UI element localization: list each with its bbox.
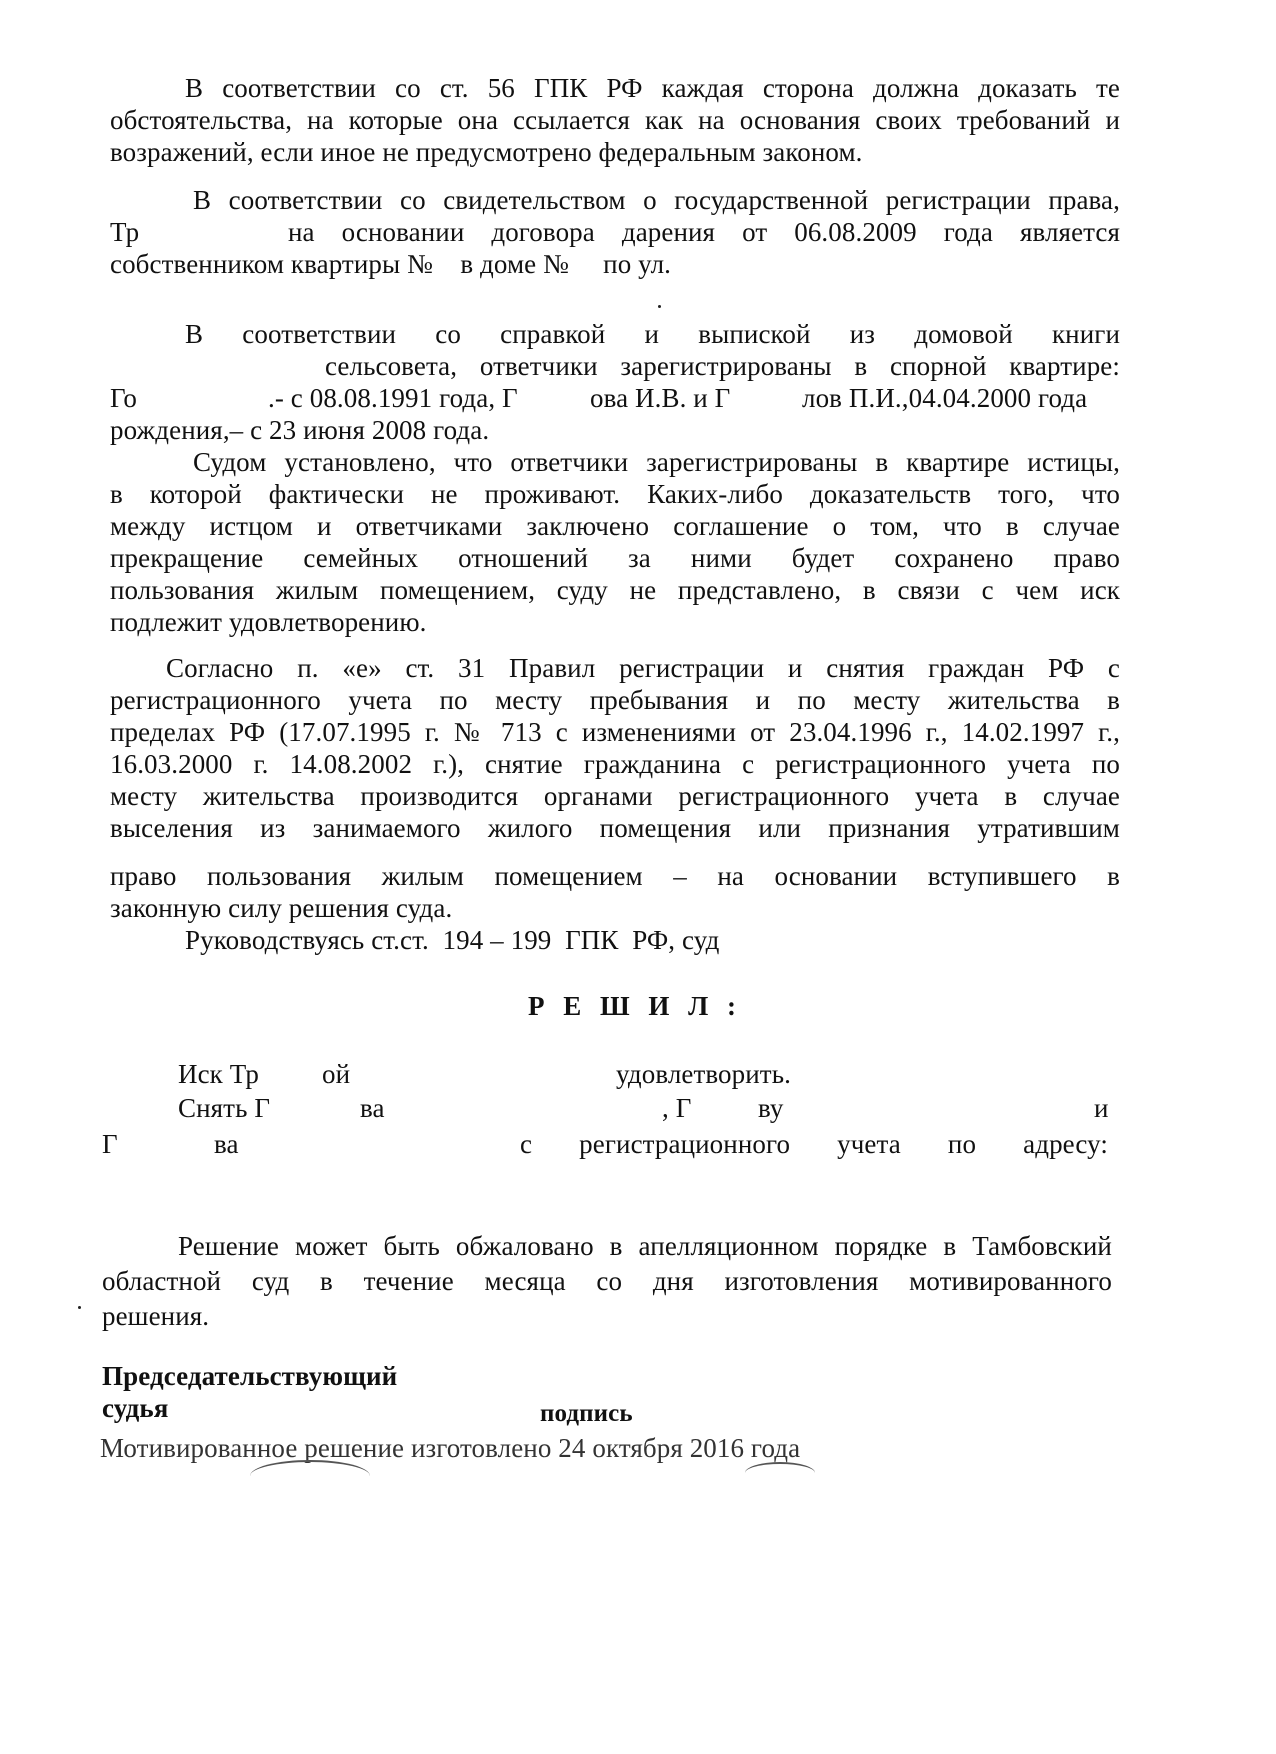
ruling-1c: удовлетворить.	[616, 1059, 791, 1089]
ruling-3a: Г	[102, 1129, 118, 1159]
p4-line-5: пользования жилым помещением, суду не представлено, в связи с чем иск	[110, 575, 1120, 605]
p3-line-1: В соответствии со справкой и выпиской из домовой книги	[185, 319, 1120, 349]
footer-date-line: Мотивированное решение изготовлено 24 октября 2016 года	[100, 1433, 801, 1463]
p2-line-2b: на основании договора дарения от 06.08.2009 года является	[288, 217, 1120, 247]
appeal-line-3: решения.	[102, 1301, 210, 1331]
guided-line: Руководствуясь ст.ст. 194 – 199 ГПК РФ, суд	[185, 925, 720, 955]
p5-line-5: месту жительства производится органами регистрационного учета в случае	[110, 781, 1120, 811]
p3-line-4: рождения,– с 23 июня 2008 года.	[110, 415, 490, 445]
ruling-2b: ва	[360, 1093, 385, 1123]
p4-line-4: прекращение семейных отношений за ними будет сохранено право	[110, 543, 1120, 573]
ruling-2c: , Г	[662, 1093, 692, 1123]
ruling-1b: ой	[322, 1059, 351, 1089]
p3-line-2: сельсовета, ответчики зарегистрированы в спорной квартире:	[325, 351, 1120, 381]
p4-line-1: Судом установлено, что ответчики зарегистрированы в квартире истицы,	[193, 447, 1120, 477]
ruling-heading: Р Е Ш И Л :	[528, 991, 743, 1021]
p5-line-6: выселения из занимаемого жилого помещения или признания утратившим	[110, 813, 1120, 843]
stamp-arc-right	[745, 1462, 815, 1484]
scan-dot	[658, 305, 661, 308]
appeal-line-2: областной суд в течение месяца со дня изготовления мотивированного	[102, 1266, 1112, 1296]
p5-line-8: законную силу решения суда.	[110, 893, 453, 923]
p3-line-3c: ова И.В. и Г	[590, 383, 731, 413]
ruling-2a: Снять Г	[178, 1093, 271, 1123]
p1-line-1: В соответствии со ст. 56 ГПК РФ каждая сторона должна доказать те	[185, 73, 1120, 103]
p5-line-1: Согласно п. «е» ст. 31 Правил регистрации и снятия граждан РФ с	[166, 653, 1120, 683]
p5-line-3: пределах РФ (17.07.1995 г. № 713 с изменениями от 23.04.1996 г., 14.02.1997 г.,	[110, 717, 1120, 747]
presiding-title: Председательствующий	[102, 1361, 398, 1391]
p5-line-4: 16.03.2000 г. 14.08.2002 г.), снятие гражданина с регистрационного учета по	[110, 749, 1120, 779]
p2-line-3: собственником квартиры № в доме № по ул.	[110, 249, 672, 279]
p3-line-3a: Го	[110, 383, 137, 413]
p3-line-3b: .- с 08.08.1991 года, Г	[268, 383, 518, 413]
stamp-arc-left	[250, 1460, 370, 1492]
p1-line-3: возражений, если иное не предусмотрено федеральным законом.	[110, 137, 863, 167]
p3-line-3d: лов П.И.,04.04.2000 года	[802, 383, 1088, 413]
p2-line-2a: Тр	[110, 217, 140, 247]
signature-text: подпись	[540, 1400, 633, 1427]
p1-line-2: обстоятельства, на которые она ссылается как на основания своих требований и	[110, 105, 1120, 135]
judge-title: судья	[102, 1393, 169, 1423]
p5-line-7: право пользования жилым помещением – на основании вступившего в	[110, 861, 1120, 891]
scan-dot-2	[78, 1306, 81, 1309]
p4-line-2: в которой фактически не проживают. Каких-либо доказательств того, что	[110, 479, 1120, 509]
ruling-2e: и	[1094, 1093, 1109, 1123]
ruling-1a: Иск Тр	[178, 1059, 259, 1089]
p4-line-6: подлежит удовлетворению.	[110, 607, 427, 637]
p2-line-1: В соответствии со свидетельством о государственной регистрации права,	[193, 185, 1120, 215]
ruling-2d: ву	[758, 1093, 784, 1123]
ruling-3b: ва	[214, 1129, 239, 1159]
p5-line-2: регистрационного учета по месту пребывания и по месту жительства в	[110, 685, 1120, 715]
appeal-line-1: Решение может быть обжаловано в апелляционном порядке в Тамбовский	[178, 1231, 1112, 1261]
p4-line-3: между истцом и ответчиками заключено соглашение о том, что в случае	[110, 511, 1120, 541]
ruling-3c: с регистрационного учета по адресу:	[520, 1129, 1108, 1159]
